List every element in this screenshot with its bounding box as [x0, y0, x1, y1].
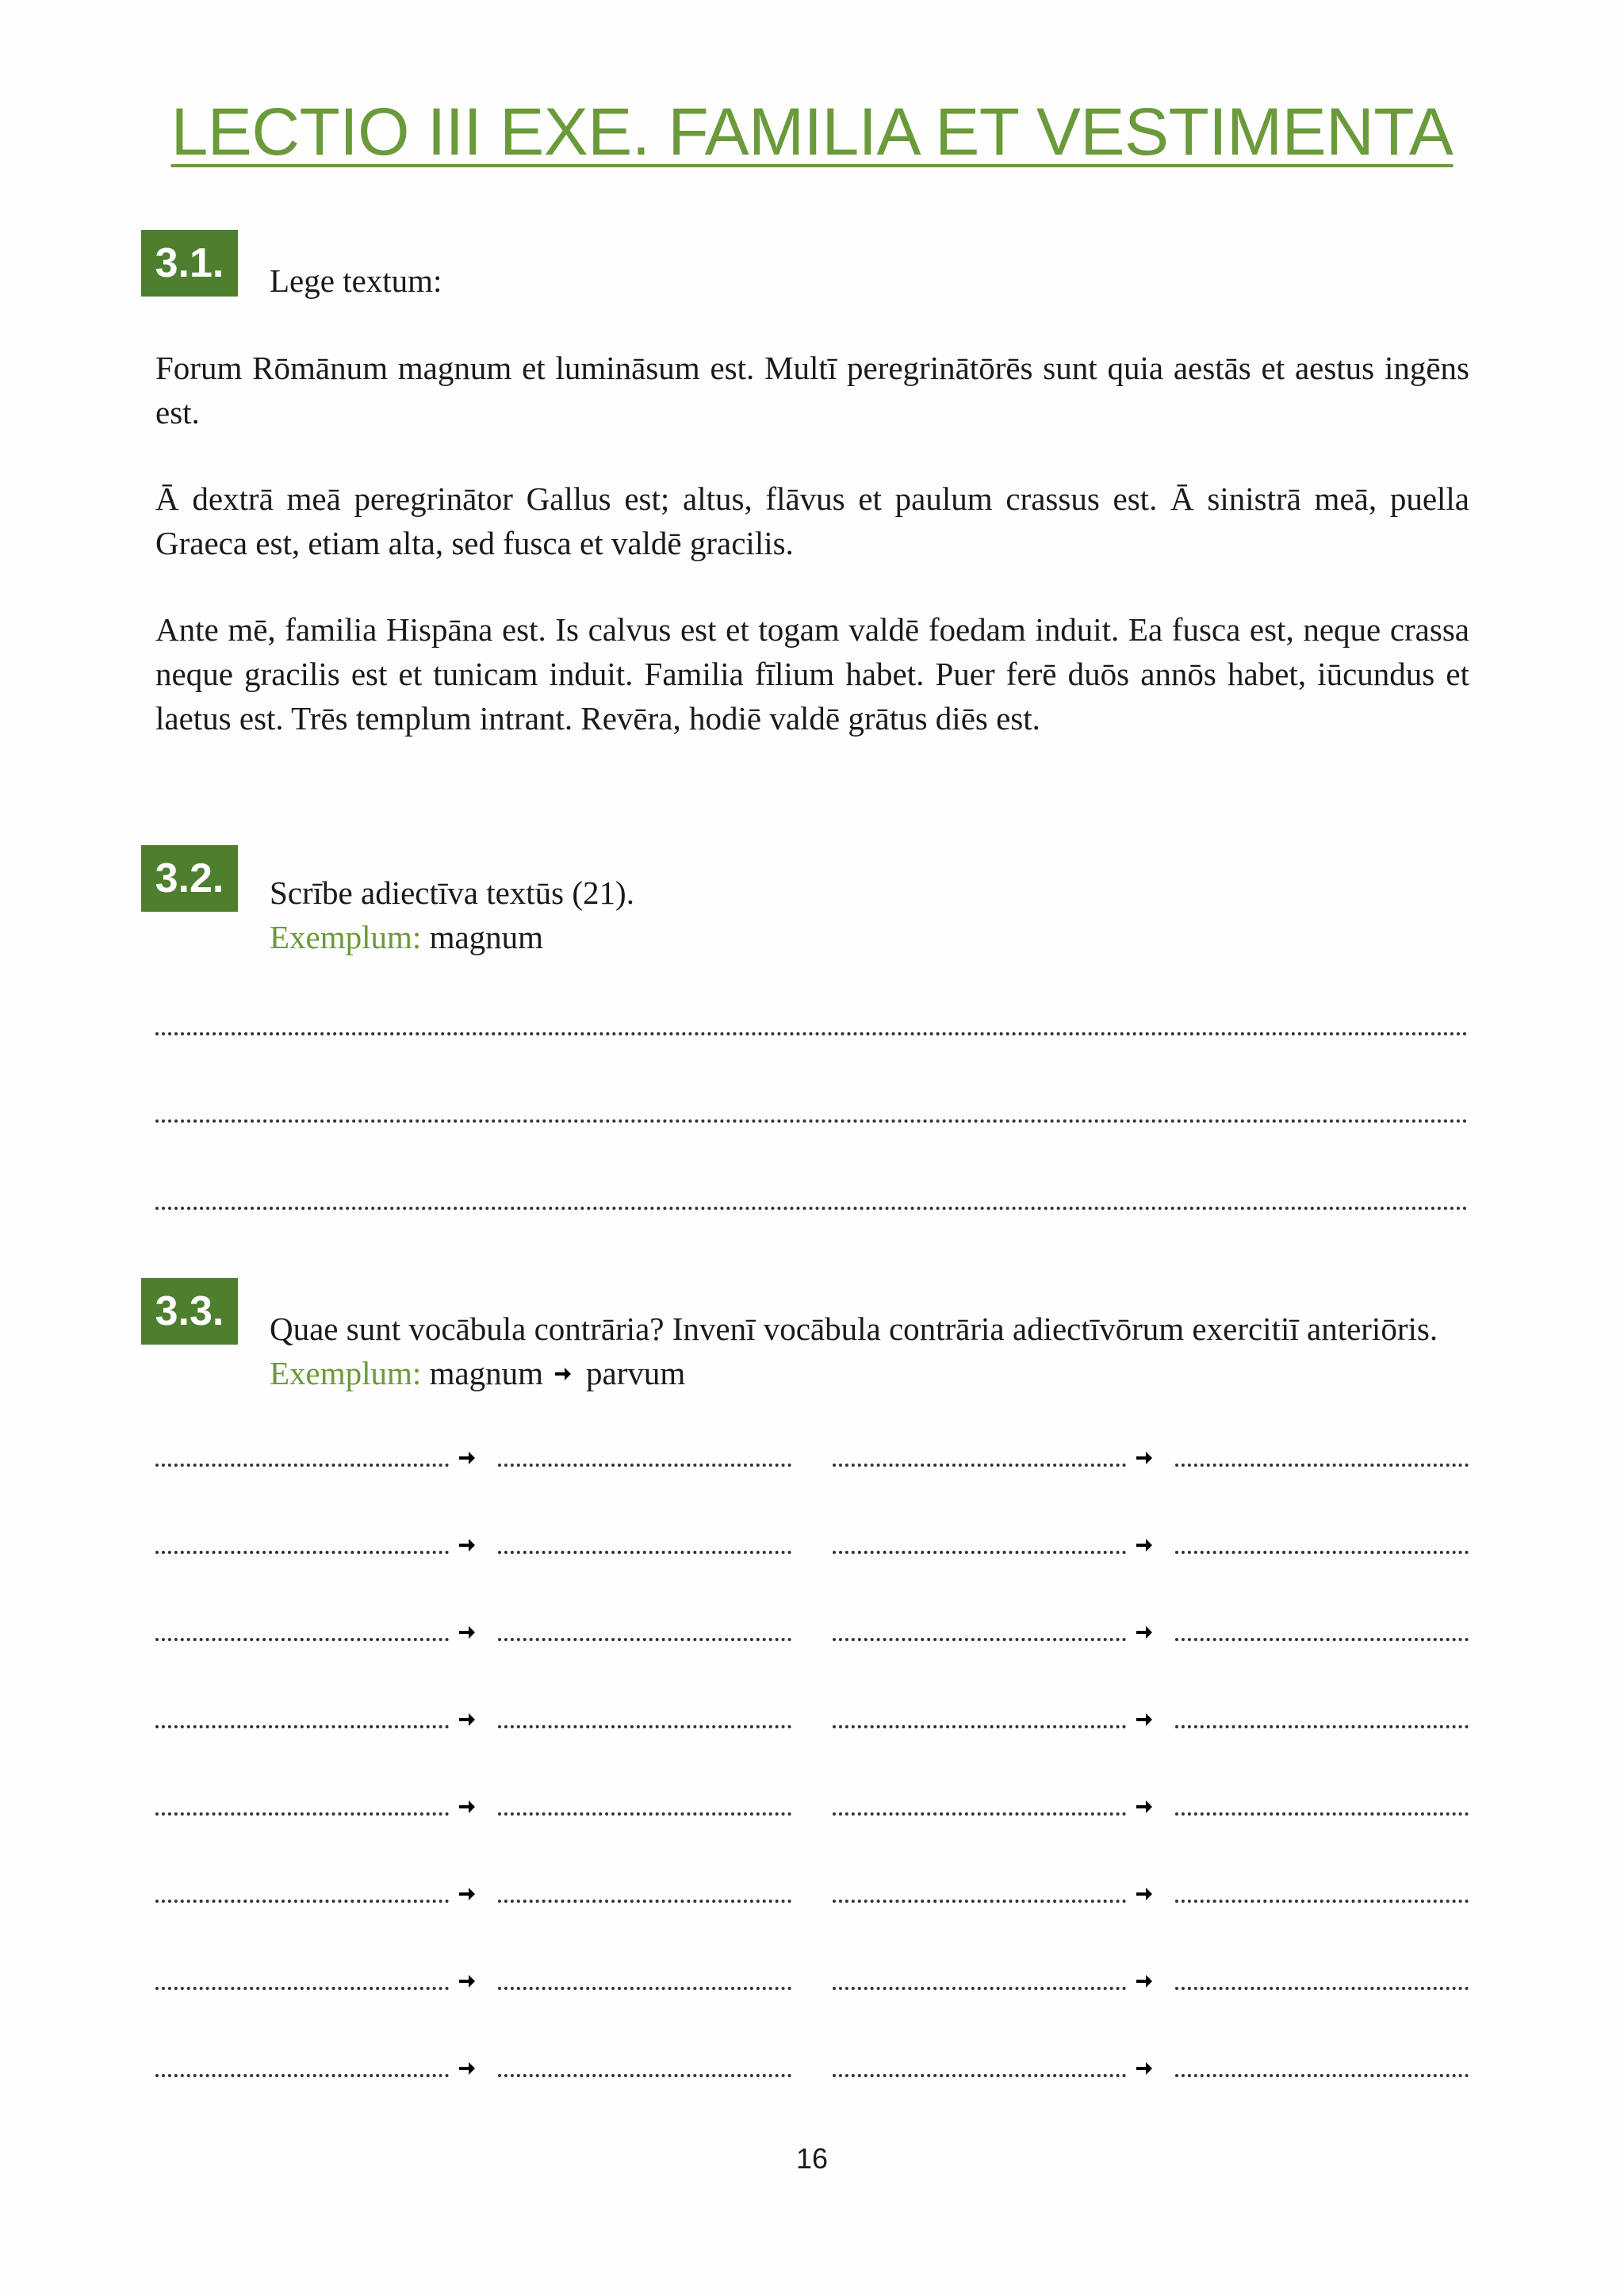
arrow-right-icon	[1136, 1449, 1153, 1467]
example-value: magnum	[429, 919, 544, 955]
reading-paragraph-3: Ante mē, familia Hispāna est. Is calvus est et togam valdē foedam induit. Ea fusca est, neque crassa neque gracilis est et tunicam induit. Familia fīlium habet. Puer ferē duōs annōs habet, iūcundus et laetus est. Trēs templum intrant. Revēra, hodiē valdē grātus diēs est.	[155, 611, 1469, 737]
page-title: LECTIO III EXE. FAMILIA ET VESTIMENTA	[170, 94, 1454, 169]
antonym-input-right[interactable]	[498, 2074, 791, 2077]
section-number-badge: 3.3.	[141, 1278, 238, 1345]
antonym-input-left[interactable]	[155, 2074, 449, 2077]
example-line	[270, 915, 1475, 959]
antonym-input-right[interactable]	[498, 1987, 791, 1990]
arrow-right-icon	[1136, 1536, 1153, 1554]
antonym-input-right[interactable]	[1175, 1812, 1469, 1816]
antonym-input-left[interactable]	[155, 1464, 449, 1467]
reading-paragraph-2: Ā dextrā meā peregrinātor Gallus est; altus, flāvus et paulum crassus est. Ā sinistrā meā, puella Graeca est, etiam alta, sed fusca et valdē gracilis.	[155, 480, 1469, 561]
antonym-input-left[interactable]	[833, 1725, 1126, 1728]
antonym-input-right[interactable]	[1175, 1638, 1469, 1641]
arrow-right-icon	[458, 1624, 476, 1641]
arrow-right-icon	[458, 1973, 476, 1990]
arrow-right-icon	[1136, 1711, 1153, 1728]
antonym-input-right[interactable]	[1175, 2074, 1469, 2077]
arrow-right-icon	[458, 1536, 476, 1554]
arrow-right-icon	[458, 2060, 476, 2077]
section-number-badge: 3.2.	[141, 845, 238, 912]
antonym-input-left[interactable]	[155, 1900, 449, 1903]
instruction-text: Scrībe adiectīva textūs (21).	[270, 874, 634, 911]
example-from: magnum	[429, 1355, 544, 1391]
arrow-right-icon	[458, 1449, 476, 1467]
antonym-input-right[interactable]	[1175, 1551, 1469, 1554]
answer-line[interactable]	[155, 1119, 1468, 1123]
antonym-input-left[interactable]	[833, 1987, 1126, 1990]
arrow-right-icon	[458, 1885, 476, 1903]
antonym-input-left[interactable]	[833, 1638, 1126, 1641]
antonym-input-right[interactable]	[498, 1464, 791, 1467]
arrow-right-icon	[458, 1798, 476, 1816]
antonym-input-left[interactable]	[155, 1812, 449, 1816]
antonym-input-right[interactable]	[498, 1638, 791, 1641]
example-label: Exemplum:	[270, 1355, 422, 1391]
example-to: parvum	[586, 1355, 686, 1391]
antonym-input-left[interactable]	[155, 1551, 449, 1554]
antonym-input-right[interactable]	[1175, 1987, 1469, 1990]
arrow-right-icon	[1136, 1973, 1153, 1990]
section-instruction: Lege textum:	[270, 262, 442, 299]
antonym-input-left[interactable]	[833, 2074, 1126, 2077]
antonym-input-left[interactable]	[155, 1725, 449, 1728]
antonym-input-left[interactable]	[155, 1987, 449, 1990]
antonym-input-right[interactable]	[1175, 1725, 1469, 1728]
answer-line[interactable]	[155, 1032, 1468, 1035]
answer-line[interactable]	[155, 1207, 1468, 1210]
page-number: 16	[795, 2142, 829, 2175]
antonym-input-right[interactable]	[498, 1900, 791, 1903]
section-instruction	[270, 871, 1475, 959]
arrow-right-icon	[1136, 1885, 1153, 1903]
antonym-input-left[interactable]	[833, 1464, 1126, 1467]
arrow-right-icon	[554, 1365, 572, 1383]
antonym-input-right[interactable]	[1175, 1900, 1469, 1903]
antonym-input-left[interactable]	[833, 1900, 1126, 1903]
section-instruction	[270, 1307, 1475, 1395]
arrow-right-icon	[1136, 1798, 1153, 1816]
arrow-right-icon	[1136, 2060, 1153, 2077]
instruction-text: Quae sunt vocābula contrāria? Invenī vocābula contrāria adiectīvōrum exercitiī anteriōris.	[270, 1311, 1438, 1347]
antonym-input-right[interactable]	[498, 1812, 791, 1816]
section-number-badge: 3.1.	[141, 230, 238, 297]
antonym-input-right[interactable]	[498, 1551, 791, 1554]
antonym-input-right[interactable]	[1175, 1464, 1469, 1467]
arrow-right-icon	[458, 1711, 476, 1728]
antonym-input-left[interactable]	[833, 1812, 1126, 1816]
reading-paragraph-1: Forum Rōmānum magnum et lumināsum est. Multī peregrinātōrēs sunt quia aestās et aestus ingēns est.	[155, 350, 1469, 430]
example-label: Exemplum:	[270, 919, 422, 955]
arrow-right-icon	[1136, 1624, 1153, 1641]
antonym-input-left[interactable]	[833, 1551, 1126, 1554]
antonym-input-right[interactable]	[498, 1725, 791, 1728]
antonym-input-left[interactable]	[155, 1638, 449, 1641]
